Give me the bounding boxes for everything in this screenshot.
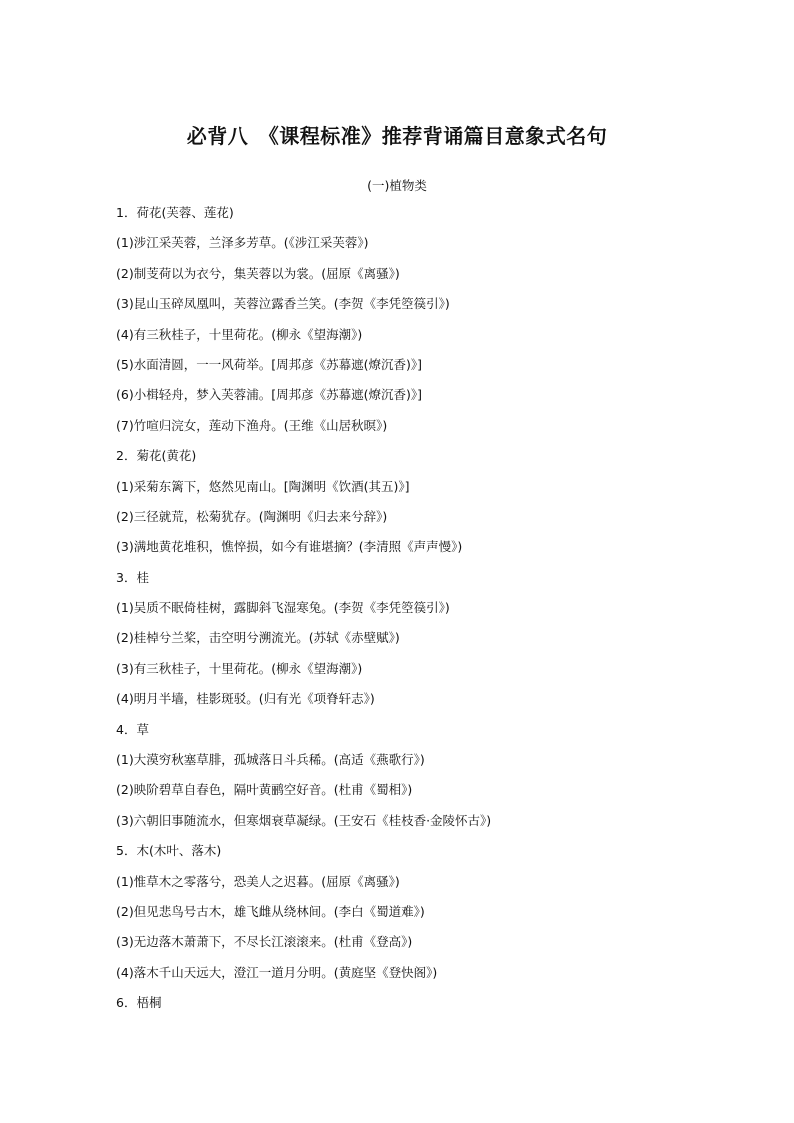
page-title: 必背八 《课程标准》推荐背诵篇目意象式名句 [186,124,608,148]
category-heading: 6．梧桐 [116,995,162,1011]
quote-line: (6)小楫轻舟，梦入芙蓉浦。[周邦彦《苏幕遮(燎沉香)》] [116,387,422,403]
quote-line: (4)有三秋桂子，十里荷花。(柳永《望海潮》) [116,326,363,342]
quote-line: (2)桂棹兮兰桨，击空明兮溯流光。(苏轼《赤壁赋》) [116,630,400,646]
quote-line: (1)采菊东篱下，悠然见南山。[陶渊明《饮酒(其五)》] [116,478,410,494]
quote-line: (5)水面清圆，一一风荷举。[周邦彦《苏幕遮(燎沉香)》] [116,356,422,372]
quote-line: (3)无边落木萧萧下，不尽长江滚滚来。(杜甫《登高》) [116,934,413,950]
quote-line: (2)映阶碧草自春色，隔叶黄鹂空好音。(杜甫《蜀相》) [116,782,413,798]
quote-line: (2)三径就荒，松菊犹存。(陶渊明《归去来兮辞》) [116,508,388,524]
quote-list [116,198,676,1019]
category-heading: 2．菊花(黄花) [116,448,197,464]
quote-line: (2)制芰荷以为衣兮，集芙蓉以为裳。(屈原《离骚》) [116,265,400,281]
category-heading: 1．荷花(芙蓉、莲花) [116,205,234,220]
quote-line: (1)惟草木之零落兮，恐美人之迟暮。(屈原《离骚》) [116,873,400,889]
section-subtitle: (一)植物类 [367,178,427,193]
quote-line: (4)落木千山天远大，澄江一道月分明。(黄庭坚《登快阁》) [116,964,438,980]
quote-line: (1)吴质不眠倚桂树，露脚斜飞湿寒兔。(李贺《李凭箜篌引》) [116,600,450,616]
quote-line: (3)有三秋桂子，十里荷花。(柳永《望海潮》) [116,660,363,676]
quote-line: (3)昆山玉碎凤凰叫，芙蓉泣露香兰笑。(李贺《李凭箜篌引》) [116,296,450,312]
quote-line: (4)明月半墙，桂影斑驳。(归有光《项脊轩志》) [116,691,375,707]
quote-line: (2)但见悲鸟号古木，雄飞雌从绕林间。(李白《蜀道难》) [116,903,425,919]
category-heading: 4．草 [116,721,149,737]
quote-line: (1)涉江采芙蓉，兰泽多芳草。(《涉江采芙蓉》) [116,235,369,251]
quote-line: (3)满地黄花堆积，憔悴损，如今有谁堪摘？(李清照《声声慢》) [116,539,463,555]
quote-line: (3)六朝旧事随流水，但寒烟衰草凝绿。(王安石《桂枝香·金陵怀古》) [116,812,492,828]
category-heading: 5．木(木叶、落木) [116,843,222,859]
category-heading: 3．桂 [116,569,149,585]
quote-line: (1)大漠穷秋塞草腓，孤城落日斗兵稀。(高适《燕歌行》) [116,752,425,768]
quote-line: (7)竹喧归浣女，莲动下渔舟。(王维《山居秋暝》) [116,417,388,433]
